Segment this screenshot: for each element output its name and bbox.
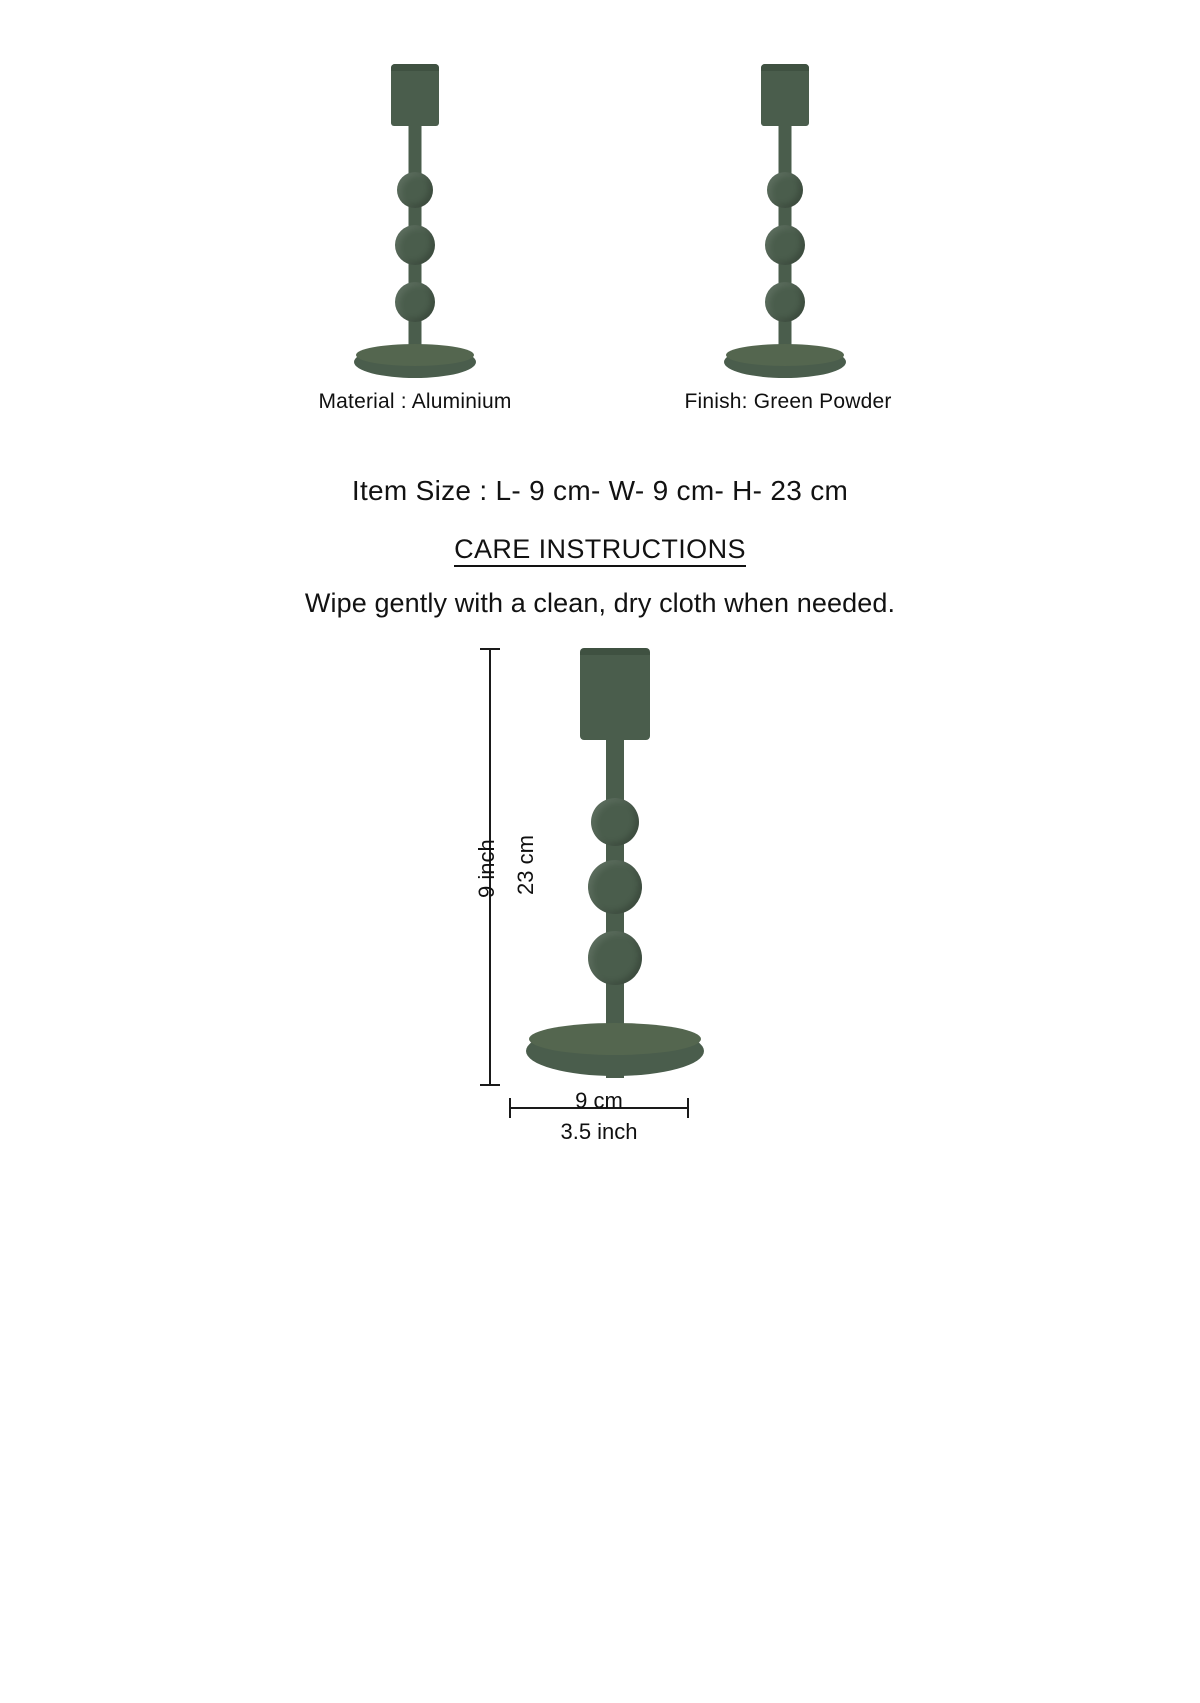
height-dimension-line	[489, 648, 491, 1703]
care-instructions-heading-text: CARE INSTRUCTIONS	[454, 534, 746, 567]
material-caption: Material : Aluminium	[318, 390, 512, 413]
care-instructions-text: Wipe gently with a clean, dry cloth when needed.	[304, 588, 896, 618]
candle-bead	[588, 860, 642, 914]
candle-cup	[580, 648, 650, 740]
height-label-cm: 23 cm	[513, 835, 538, 895]
candle-bead	[591, 798, 639, 846]
candle-base-top	[356, 344, 474, 366]
thumbnail-finish	[635, 20, 935, 360]
candle-bead	[765, 282, 805, 322]
item-size-text: Item Size : L- 9 cm- W- 9 cm- H- 23 cm	[351, 475, 849, 506]
thumbnail-material	[265, 20, 565, 360]
care-instructions-heading	[0, 534, 1200, 565]
candle-bead	[588, 931, 642, 985]
candle-holder-large-icon	[455, 638, 775, 1093]
candle-holder-icon	[635, 20, 935, 360]
height-cap-bottom	[480, 1084, 500, 1086]
candle-bead	[767, 172, 803, 208]
width-label-inch: 3.5 inch	[560, 1119, 638, 1144]
candle-bead	[397, 172, 433, 208]
width-label-cm: 9 cm	[575, 1088, 623, 1113]
finish-caption: Finish: Green Powder	[684, 390, 892, 413]
candle-holder-icon	[265, 20, 565, 360]
dimension-figure	[0, 630, 1200, 1170]
product-thumbnail-row	[0, 0, 1200, 430]
candle-base-top	[726, 344, 844, 366]
candle-cup	[761, 64, 809, 126]
candle-cup	[391, 64, 439, 126]
candle-base-top	[529, 1023, 701, 1055]
candle-bead	[395, 282, 435, 322]
height-label-inch: 9 inch	[474, 839, 499, 898]
height-cap-top	[480, 648, 500, 650]
candle-bead	[395, 225, 435, 265]
candle-bead	[765, 225, 805, 265]
